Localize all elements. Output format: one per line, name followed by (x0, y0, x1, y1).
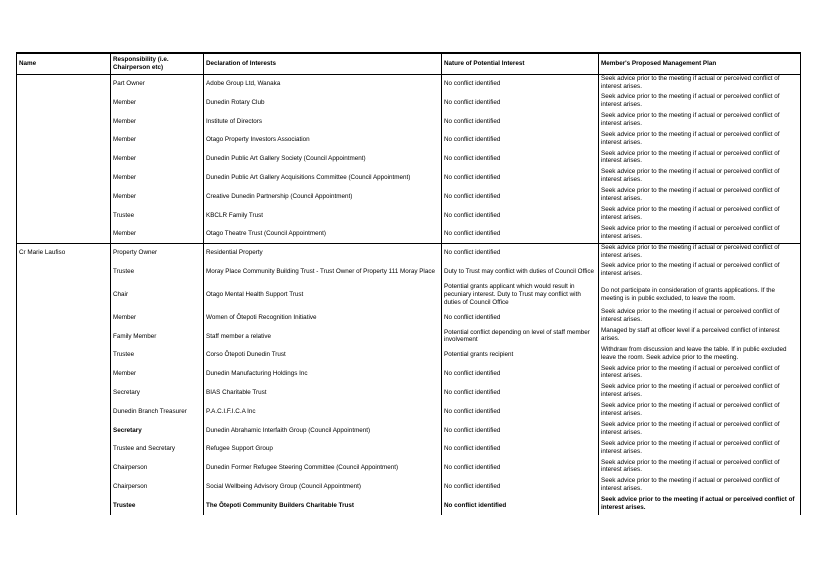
table-row (17, 206, 801, 225)
declaration-of-interests-table (16, 52, 801, 515)
cell-responsibility: Dunedin Branch Treasurer (111, 402, 204, 421)
cell-name (17, 187, 111, 206)
cell-name (17, 421, 111, 440)
cell-responsibility: Trustee (111, 496, 204, 515)
cell-name (17, 365, 111, 384)
cell-responsibility: Trustee (111, 262, 204, 281)
header-responsibility: Responsibility (i.e. Chairperson etc) (111, 53, 204, 75)
cell-plan: Seek advice prior to the meeting if actual or perceived conflict of interest arises. (599, 112, 801, 131)
cell-nature: No conflict identified (442, 112, 599, 131)
cell-declaration: Moray Place Community Building Trust - Trust Owner of Property 111 Moray Place (204, 262, 442, 281)
cell-name (17, 75, 111, 94)
cell-name (17, 112, 111, 131)
cell-name (17, 402, 111, 421)
cell-nature: No conflict identified (442, 421, 599, 440)
interests-register-page (16, 52, 800, 515)
cell-declaration: Corso Ōtepoti Dunedin Trust (204, 346, 442, 365)
table-row (17, 383, 801, 402)
cell-name (17, 440, 111, 459)
cell-nature: No conflict identified (442, 477, 599, 496)
cell-plan: Seek advice prior to the meeting if actual or perceived conflict of interest arises. (599, 365, 801, 384)
header-name: Name (17, 53, 111, 75)
cell-nature: No conflict identified (442, 496, 599, 515)
cell-plan: Seek advice prior to the meeting if actual or perceived conflict of interest arises. (599, 244, 801, 263)
cell-nature: Potential grants recipient (442, 346, 599, 365)
cell-plan: Seek advice prior to the meeting if actual or perceived conflict of interest arises. (599, 383, 801, 402)
table-row (17, 421, 801, 440)
cell-declaration: KBCLR Family Trust (204, 206, 442, 225)
cell-name (17, 93, 111, 112)
cell-nature: No conflict identified (442, 75, 599, 94)
cell-responsibility: Member (111, 112, 204, 131)
cell-name (17, 327, 111, 346)
header-management-plan: Member's Proposed Management Plan (599, 53, 801, 75)
table-row (17, 187, 801, 206)
cell-name: Cr Marie Laufiso (17, 244, 111, 263)
cell-name (17, 168, 111, 187)
cell-declaration: Women of Ōtepoti Recognition Initiative (204, 308, 442, 327)
cell-nature: No conflict identified (442, 93, 599, 112)
cell-plan: Seek advice prior to the meeting if actual or perceived conflict of interest arises. (599, 262, 801, 281)
cell-nature: Potential grants applicant which would result in pecuniary interest. Duty to Trust may conflict with duties of Council Office (442, 281, 599, 308)
cell-responsibility: Member (111, 187, 204, 206)
cell-nature: No conflict identified (442, 168, 599, 187)
table-row (17, 262, 801, 281)
cell-declaration: Dunedin Former Refugee Steering Committee (Council Appointment) (204, 459, 442, 478)
cell-responsibility: Member (111, 308, 204, 327)
cell-responsibility: Chairperson (111, 477, 204, 496)
cell-plan: Seek advice prior to the meeting if actual or perceived conflict of interest arises. (599, 308, 801, 327)
cell-responsibility: Member (111, 93, 204, 112)
table-row (17, 346, 801, 365)
cell-declaration: BIAS Charitable Trust (204, 383, 442, 402)
cell-declaration: Social Wellbeing Advisory Group (Council Appointment) (204, 477, 442, 496)
cell-name (17, 477, 111, 496)
cell-responsibility: Member (111, 150, 204, 169)
cell-declaration: Dunedin Rotary Club (204, 93, 442, 112)
cell-plan: Seek advice prior to the meeting if actual or perceived conflict of interest arises. (599, 459, 801, 478)
table-row (17, 93, 801, 112)
cell-plan: Seek advice prior to the meeting if actual or perceived conflict of interest arises. (599, 496, 801, 515)
cell-nature: No conflict identified (442, 131, 599, 150)
cell-name (17, 281, 111, 308)
cell-responsibility: Chair (111, 281, 204, 308)
cell-name (17, 150, 111, 169)
table-row (17, 112, 801, 131)
cell-responsibility: Family Member (111, 327, 204, 346)
cell-declaration: Dunedin Public Art Gallery Acquisitions Committee (Council Appointment) (204, 168, 442, 187)
cell-name (17, 496, 111, 515)
cell-nature: No conflict identified (442, 206, 599, 225)
cell-name (17, 383, 111, 402)
cell-nature: No conflict identified (442, 308, 599, 327)
cell-plan: Seek advice prior to the meeting if actual or perceived conflict of interest arises. (599, 477, 801, 496)
table-header-row (17, 53, 801, 75)
cell-name (17, 459, 111, 478)
table-row (17, 131, 801, 150)
header-declaration: Declaration of Interests (204, 53, 442, 75)
cell-responsibility: Member (111, 131, 204, 150)
cell-plan: Withdraw from discussion and leave the table. If in public excluded leave the room. Seek advice prior to the meeting. (599, 346, 801, 365)
cell-name (17, 308, 111, 327)
cell-nature: No conflict identified (442, 150, 599, 169)
table-row (17, 496, 801, 515)
cell-name (17, 206, 111, 225)
cell-plan: Seek advice prior to the meeting if actual or perceived conflict of interest arises. (599, 187, 801, 206)
cell-plan: Seek advice prior to the meeting if actual or perceived conflict of interest arises. (599, 402, 801, 421)
table-row (17, 308, 801, 327)
table-row (17, 281, 801, 308)
cell-plan: Seek advice prior to the meeting if actual or perceived conflict of interest arises. (599, 75, 801, 94)
table-row (17, 150, 801, 169)
cell-declaration: Dunedin Public Art Gallery Society (Council Appointment) (204, 150, 442, 169)
cell-nature: Duty to Trust may conflict with duties of Council Office (442, 262, 599, 281)
table-row (17, 225, 801, 244)
cell-name (17, 131, 111, 150)
cell-responsibility: Secretary (111, 383, 204, 402)
cell-declaration: Creative Dunedin Partnership (Council Appointment) (204, 187, 442, 206)
cell-nature: No conflict identified (442, 383, 599, 402)
cell-plan: Seek advice prior to the meeting if actual or perceived conflict of interest arises. (599, 131, 801, 150)
cell-plan: Seek advice prior to the meeting if actual or perceived conflict of interest arises. (599, 168, 801, 187)
cell-plan: Seek advice prior to the meeting if actual or perceived conflict of interest arises. (599, 421, 801, 440)
cell-declaration: Dunedin Manufacturing Holdings Inc (204, 365, 442, 384)
cell-plan: Seek advice prior to the meeting if actual or perceived conflict of interest arises. (599, 225, 801, 244)
cell-plan: Seek advice prior to the meeting if actual or perceived conflict of interest arises. (599, 150, 801, 169)
cell-nature: No conflict identified (442, 365, 599, 384)
cell-name (17, 262, 111, 281)
table-row (17, 168, 801, 187)
table-row (17, 327, 801, 346)
cell-nature: No conflict identified (442, 225, 599, 244)
cell-declaration: Refugee Support Group (204, 440, 442, 459)
cell-nature: No conflict identified (442, 440, 599, 459)
table-row (17, 402, 801, 421)
cell-responsibility: Trustee (111, 206, 204, 225)
cell-responsibility: Property Owner (111, 244, 204, 263)
cell-responsibility: Trustee and Secretary (111, 440, 204, 459)
cell-declaration: The Ōtepoti Community Builders Charitable Trust (204, 496, 442, 515)
cell-nature: No conflict identified (442, 402, 599, 421)
cell-plan: Managed by staff at officer level if a perceived conflict of interest arises. (599, 327, 801, 346)
table-row (17, 440, 801, 459)
cell-declaration: Adobe Group Ltd, Wanaka (204, 75, 442, 94)
cell-responsibility: Member (111, 225, 204, 244)
table-row (17, 75, 801, 94)
cell-nature: No conflict identified (442, 187, 599, 206)
table-row (17, 244, 801, 263)
cell-plan: Seek advice prior to the meeting if actual or perceived conflict of interest arises. (599, 93, 801, 112)
cell-declaration: P.A.C.I.F.I.C.A Inc (204, 402, 442, 421)
cell-declaration: Otago Theatre Trust (Council Appointment) (204, 225, 442, 244)
cell-responsibility: Trustee (111, 346, 204, 365)
cell-declaration: Otago Property Investors Association (204, 131, 442, 150)
cell-plan: Seek advice prior to the meeting if actual or perceived conflict of interest arises. (599, 206, 801, 225)
cell-declaration: Residential Property (204, 244, 442, 263)
cell-nature: Potential conflict depending on level of staff member involvement (442, 327, 599, 346)
cell-nature: No conflict identified (442, 244, 599, 263)
header-nature: Nature of Potential Interest (442, 53, 599, 75)
cell-nature: No conflict identified (442, 459, 599, 478)
cell-responsibility: Member (111, 365, 204, 384)
cell-responsibility: Secretary (111, 421, 204, 440)
cell-declaration: Dunedin Abrahamic Interfaith Group (Council Appointment) (204, 421, 442, 440)
cell-declaration: Otago Mental Health Support Trust (204, 281, 442, 308)
cell-declaration: Institute of Directors (204, 112, 442, 131)
table-row (17, 459, 801, 478)
cell-name (17, 225, 111, 244)
table-row (17, 477, 801, 496)
cell-plan: Do not participate in consideration of grants applications. If the meeting is in public excluded, to leave the room. (599, 281, 801, 308)
cell-name (17, 346, 111, 365)
cell-responsibility: Part Owner (111, 75, 204, 94)
table-row (17, 365, 801, 384)
cell-declaration: Staff member a relative (204, 327, 442, 346)
cell-plan: Seek advice prior to the meeting if actual or perceived conflict of interest arises. (599, 440, 801, 459)
cell-responsibility: Chairperson (111, 459, 204, 478)
cell-responsibility: Member (111, 168, 204, 187)
